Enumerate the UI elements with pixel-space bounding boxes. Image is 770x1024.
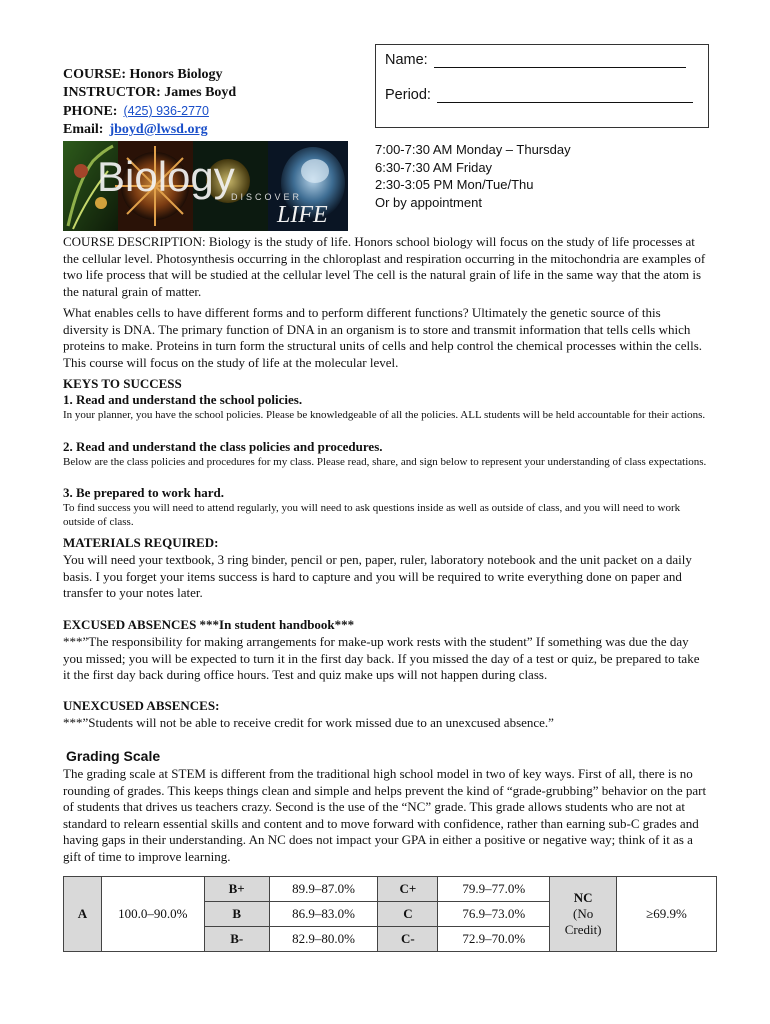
grade-c-minus: C- — [378, 927, 438, 952]
grade-c-plus: C+ — [378, 877, 438, 902]
course-info — [63, 66, 236, 139]
unexcused-title: UNEXCUSED ABSENCES: — [63, 698, 220, 713]
key-1-text: In your planner, you have the school policies. Please be knowledgeable of all the policies. ALL students will be held accountable for their actions. — [63, 409, 706, 421]
office-hours — [375, 141, 571, 211]
course-value: Honors Biology — [129, 67, 223, 82]
excused-text: ***”The responsibility for making arrangements for make-up work rests with the student” If something was due the day you missed; you will be expected to turn it in the first day back. If you missed the day of a test or quiz, be prepared to take it the first day back during office hours. Test and quiz make ups will not happen during class. — [63, 634, 700, 682]
phone-label: PHONE: — [63, 104, 118, 119]
email-link[interactable]: jboyd@lwsd.org — [109, 122, 208, 137]
nc-label: NC — [573, 890, 593, 905]
grade-b-plus-range: 89.9–87.0% — [269, 877, 378, 902]
key-3-title: 3. Be prepared to work hard. — [63, 485, 224, 500]
grade-nc-range: ≥69.9% — [617, 877, 717, 952]
course-label: COURSE: — [63, 67, 127, 82]
period-row — [385, 86, 693, 103]
banner-discover: DISCOVER — [231, 192, 303, 202]
phone-link[interactable]: (425) 936-2770 — [123, 104, 209, 118]
excused-title: EXCUSED ABSENCES ***In student handbook*** — [63, 617, 355, 632]
materials-title: MATERIALS REQUIRED: — [63, 535, 219, 550]
description-text: : Biology is the study of life. Honors school biology will focus on the study of life processes at the cellular level. Photosynthesis occurring in the chloroplast and respiration occurring in the mitochondria are examples of two life process that will be studied at the cellular level The cell is the natural grain of life in the same way that the atom is the natural grain of matter. — [63, 234, 706, 299]
grade-c: C — [378, 902, 438, 927]
key-2-title: 2. Read and understand the class policies and procedures. — [63, 439, 383, 454]
hours-line: Or by appointment — [375, 194, 482, 210]
key-3-text: To find success you will need to attend regularly, you will need to ask questions inside as well as outside of class, and you will need to work outside of class. — [63, 502, 681, 528]
grading-title: Grading Scale — [66, 748, 161, 764]
grade-c-range: 76.9–73.0% — [438, 902, 550, 927]
grade-a-range: 100.0–90.0% — [101, 877, 204, 952]
period-field[interactable] — [437, 86, 693, 103]
hours-line: 7:00-7:30 AM Monday – Thursday — [375, 142, 571, 157]
grade-nc — [550, 877, 617, 952]
nc-note-2: Credit) — [564, 922, 602, 937]
name-row — [385, 51, 686, 68]
table-row — [64, 877, 717, 902]
biology-banner-image — [63, 141, 348, 231]
name-field[interactable] — [434, 51, 686, 68]
key-2-text: Below are the class policies and procedures for my class. Please read, share, and sign below to represent your understanding of class expectations. — [63, 456, 707, 468]
keys-title: KEYS TO SUCCESS — [63, 376, 182, 391]
grade-b-minus: B- — [204, 927, 269, 952]
email-label: Email: — [63, 122, 104, 137]
hours-line: 6:30-7:30 AM Friday — [375, 159, 493, 175]
grading-table — [63, 876, 717, 952]
grade-c-minus-range: 72.9–70.0% — [438, 927, 550, 952]
grade-b-plus: B+ — [204, 877, 269, 902]
hours-line: 2:30-3:05 PM Mon/Tue/Thu — [375, 177, 534, 192]
period-label: Period: — [385, 87, 431, 103]
materials-text: You will need your textbook, 3 ring binder, pencil or pen, paper, ruler, laboratory notebook and the unit packet on a daily basis. I you forget your items success is hard to capture and you will be required to write everything done on paper and transfer to your notes later. — [63, 552, 692, 600]
grade-b-minus-range: 82.9–80.0% — [269, 927, 378, 952]
description-paragraph-2: What enables cells to have different forms and to perform different functions? Ultimately the genetic source of this diversity is DNA. The primary function of DNA in an organism is to store and transmit information that tells cells which proteins to make. Proteins in turn form the structural units of cells and help control the chemical processes within the cells. This course will focus on the study of life at the molecular level. — [63, 305, 703, 370]
description-label: COURSE DESCRIPTION — [63, 234, 203, 249]
name-label: Name: — [385, 52, 428, 68]
grade-a: A — [64, 877, 102, 952]
name-period-box — [375, 44, 709, 128]
nc-note-1: (No — [572, 906, 594, 921]
grade-c-plus-range: 79.9–77.0% — [438, 877, 550, 902]
banner-title: Biology — [97, 153, 235, 200]
grade-b-range: 86.9–83.0% — [269, 902, 378, 927]
instructor-value: James Boyd — [164, 85, 237, 100]
unexcused-text: ***”Students will not be able to receive credit for work missed due to an unexcused absence.” — [63, 715, 554, 730]
key-1-title: 1. Read and understand the school policies. — [63, 392, 303, 407]
grading-text: The grading scale at STEM is different from the traditional high school model in two of key ways. First of all, there is no rounding of grades. This keeps things clean and simple and helps prevent the kind of “grade-grubbing” behavior on the part of students that drives us teachers crazy. Second is the use of the “NC” grade. This grade allows students who are not at standard to relearn essential skills and content and to move forward with confidence, rather than earning sub-C grades and having gaps in their understanding. An NC does not impact your GPA in either a positive or negative way; think of it as a gift of time to improve learning. — [63, 766, 707, 864]
grade-b: B — [204, 902, 269, 927]
banner-life: LIFE — [277, 202, 328, 228]
instructor-label: INSTRUCTOR: — [63, 85, 161, 100]
course-description — [63, 234, 709, 300]
